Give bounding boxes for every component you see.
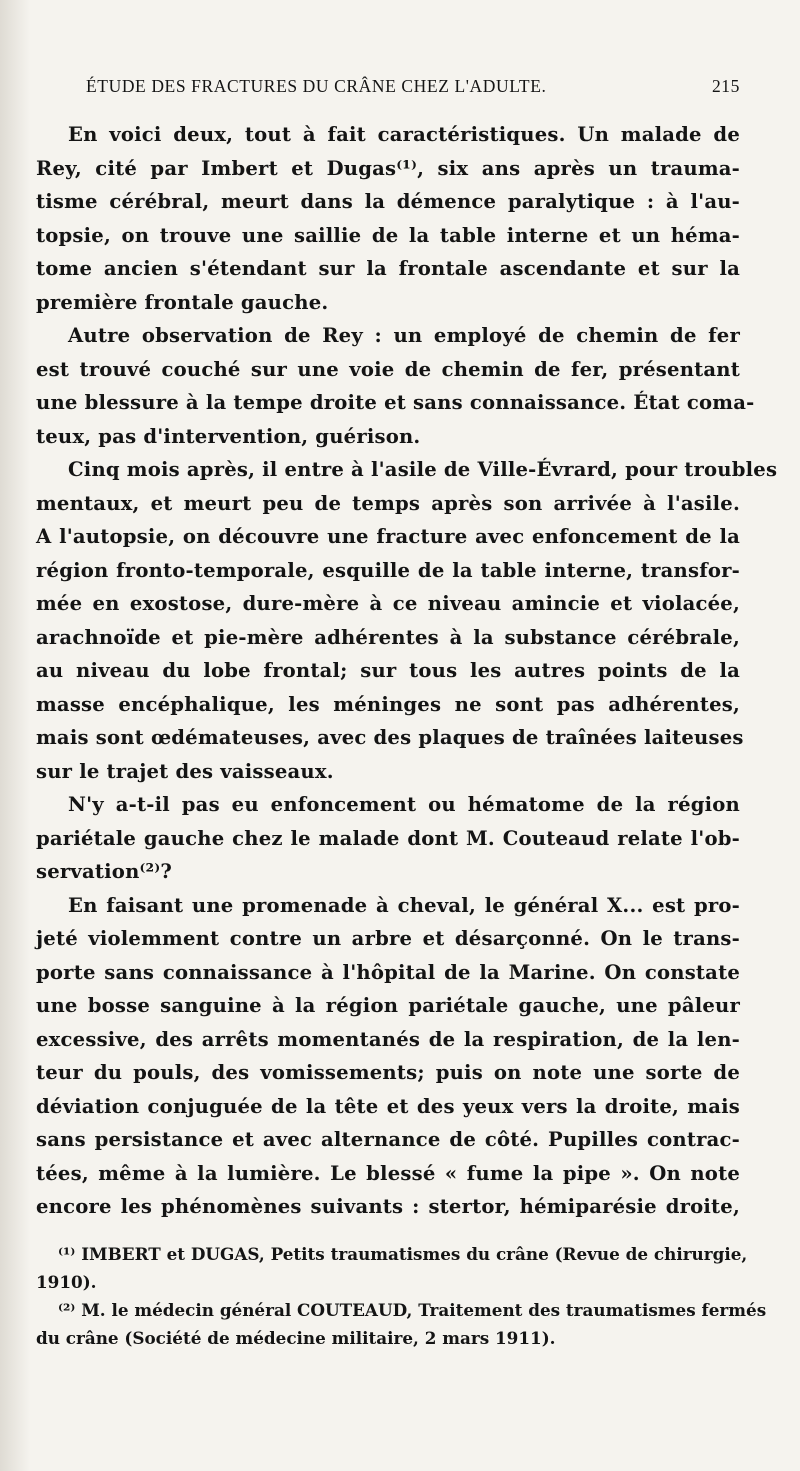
text-line: Autre observation de Rey : un employé de chemin de fer xyxy=(68,324,740,347)
text-line: masse encéphalique, les méninges ne sont pas adhérentes, xyxy=(36,692,740,716)
text-line: teur du pouls, des vomissements; puis on note une sorte de xyxy=(36,1061,740,1084)
text-line: au niveau du lobe frontal; sur tous les autres points de la xyxy=(36,659,740,682)
text-line: région fronto-temporale, esquille de la table interne, transfor- xyxy=(36,558,740,582)
body-text xyxy=(36,118,778,1224)
text-line: A l'autopsie, on découvre une fracture avec enfoncement de la xyxy=(36,525,740,548)
text-line: arachnoïde et pie-mère adhérentes à la substance cérébrale, xyxy=(36,625,740,649)
footnotes xyxy=(36,1240,767,1352)
text-line: topsie, on trouve une saillie de la table interne et un héma- xyxy=(36,223,740,247)
page-edge-shadow xyxy=(0,0,30,1471)
text-line: En faisant une promenade à cheval, le général X... est pro- xyxy=(68,893,740,917)
text-line: mais sont œdémateuses, avec des plaques de traînées laiteuses xyxy=(36,726,744,749)
text-line: teux, pas d'intervention, guérison. xyxy=(36,424,421,448)
text-line: servation⁽²⁾? xyxy=(36,860,173,883)
text-line: mée en exostose, dure-mère à ce niveau amincie et violacée, xyxy=(36,592,740,615)
text-line: une bosse sanguine à la région pariétale gauche, une pâleur xyxy=(36,994,740,1017)
running-title: ÉTUDE DES FRACTURES DU CRÂNE CHEZ L'ADULTE. xyxy=(86,76,547,96)
footnote-1-cont: 1910). xyxy=(36,1272,97,1292)
text-line: sur le trajet des vaisseaux. xyxy=(36,759,334,783)
text-line: Rey, cité par Imbert et Dugas⁽¹⁾, six ans après un trauma- xyxy=(36,156,740,180)
text-line: une blessure à la tempe droite et sans connaissance. État coma- xyxy=(36,391,755,414)
paragraph-2 xyxy=(36,319,755,453)
running-header xyxy=(86,76,740,106)
text-line: sans persistance et avec alternance de côté. Pupilles contrac- xyxy=(36,1128,740,1151)
text-line: première frontale gauche. xyxy=(36,290,329,314)
text-line: déviation conjuguée de la tête et des yeux vers la droite, mais xyxy=(36,1094,740,1118)
text-line: tisme cérébral, meurt dans la démence paralytique : à l'au- xyxy=(36,190,740,213)
paragraph-5 xyxy=(36,889,740,1224)
footnote-2: ⁽²⁾ M. le médecin général COUTEAUD, Traitement des traumatismes fermés xyxy=(58,1300,767,1320)
text-line: jeté violemment contre un arbre et désarçonné. On le trans- xyxy=(36,927,740,950)
text-line: pariétale gauche chez le malade dont M. Couteaud relate l'ob- xyxy=(36,826,740,850)
text-line: En voici deux, tout à fait caractéristiques. Un malade de xyxy=(68,123,740,146)
text-line: N'y a-t-il pas eu enfoncement ou hématome de la région xyxy=(68,793,740,816)
text-line: mentaux, et meurt peu de temps après son arrivée à l'asile. xyxy=(36,491,740,515)
text-line: encore les phénomènes suivants : stertor, hémiparésie droite, xyxy=(36,1195,740,1218)
text-line: Cinq mois après, il entre à l'asile de Ville-Évrard, pour troubles xyxy=(68,458,778,481)
footnote-1: ⁽¹⁾ IMBERT et DUGAS, Petits traumatismes du crâne (Revue de chirurgie, xyxy=(58,1244,748,1264)
text-line: porte sans connaissance à l'hôpital de la Marine. On constate xyxy=(36,960,740,984)
text-line: est trouvé couché sur une voie de chemin de fer, présentant xyxy=(36,357,740,381)
text-line: tées, même à la lumière. Le blessé « fume la pipe ». On note xyxy=(36,1161,740,1185)
paragraph-1 xyxy=(36,118,740,319)
text-line: excessive, des arrêts momentanés de la respiration, de la len- xyxy=(36,1027,740,1051)
page-number: 215 xyxy=(711,76,740,96)
footnote-2-cont: du crâne (Société de médecine militaire, 2 mars 1911). xyxy=(36,1328,556,1348)
text-line: tome ancien s'étendant sur la frontale ascendante et sur la xyxy=(36,257,740,280)
paragraph-4 xyxy=(36,788,740,889)
paragraph-3 xyxy=(36,453,778,788)
